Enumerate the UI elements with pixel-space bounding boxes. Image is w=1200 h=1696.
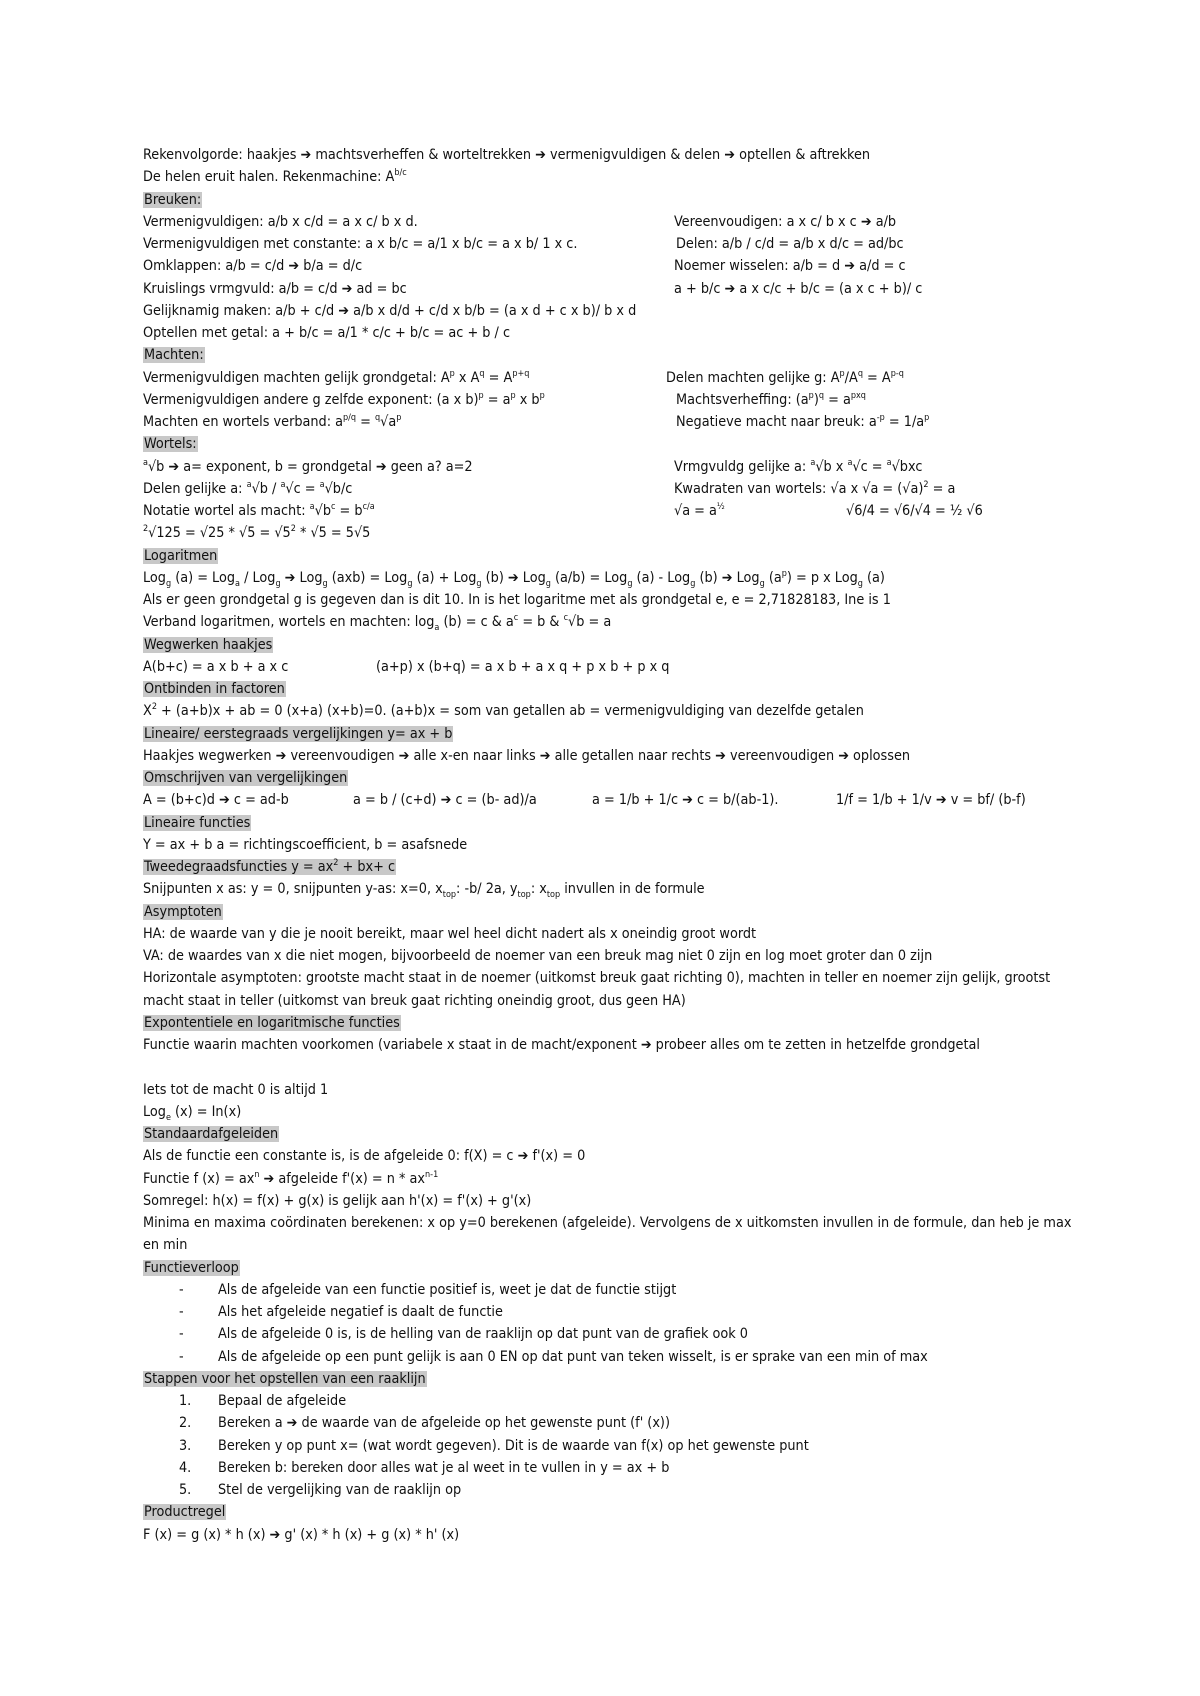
wortels-row-2: Delen gelijke a: $^a$√b / $^a$√c = $^a$√b/c Kwadraten van wortels: √a x $√a = (√a)^2 = a$ bbox=[143, 479, 956, 497]
heading-lineaire-vergelijkingen: Lineaire/ eerstegraads vergelijkingen y= ax + b bbox=[144, 725, 453, 742]
logaritmen-row-3: Verband logaritmen, wortels en machten: $\log_a (b) = c$ & $a^c = b$ & $^c$√b = a bbox=[143, 613, 612, 634]
asymptoten-row-1: HA: de waarde van y die je nooit bereikt, maar wel heel dicht nadert als x oneindig groot wordt bbox=[143, 925, 757, 942]
heading-lineaire-functies: Lineaire functies bbox=[144, 814, 251, 831]
wortels-row-1: $^a$√b ➔ a= exponent, b = grondgetal ➔ geen a? a=2 Vrmgvuldg gelijke a: $^a$√b x $^a$√c = $^a$√bxc bbox=[143, 457, 923, 475]
productregel-row-1: F (x) = g (x) * h (x) ➔ g' (x) * h (x) + g (x) * h' (x) bbox=[143, 1526, 460, 1543]
heading-machten: Machten: bbox=[144, 347, 204, 364]
heading-wortels: Wortels: bbox=[144, 436, 197, 453]
haakjes-row-1: A(b+c) = a x b + a x c (a+p) x (b+q) = a x b + a x q + p x b + p x q bbox=[143, 658, 670, 675]
wortels-row-4: $^2√125 = √25 * √5 = √5^2 * √5 = 5√5$ bbox=[143, 524, 371, 542]
asymptoten-row-2: VA: de waardes van x die niet mogen, bijvoorbeeld de noemer van een breuk mag niet 0 zijn en log moet groter dan 0 zijn bbox=[143, 948, 933, 964]
breuken-row-5: Gelijknamig maken: a/b + c/d ➔ a/b x d/d + c/d x b/b = (a x d + c x b)/ b x d bbox=[143, 302, 637, 319]
heading-stappen-raaklijn: Stappen voor het opstellen van een raaklijn bbox=[144, 1370, 426, 1387]
list-item: - Als het afgeleide negatief is daalt de functie bbox=[179, 1304, 503, 1320]
heading-wegwerken-haakjes: Wegwerken haakjes bbox=[144, 636, 273, 653]
list-item: 3. Bereken y op punt x= (wat wordt gegeven). Dit is de waarde van f(x) op het gewenste punt bbox=[179, 1437, 809, 1454]
standaard-row-2: Functie f $(x) = ax^n$ ➔ afgeleide $f'(x) = n * ax^{n-1}$ bbox=[143, 1169, 439, 1187]
exponentiele-row-2: Iets tot de macht 0 is altijd 1 bbox=[143, 1081, 329, 1098]
omschrijven-row-1: A = (b+c)d ➔ c = ad-b a = b / (c+d) ➔ c = (b- ad)/a a = 1/b + 1/c ➔ c = b/(ab-1). 1/f = 1/b + 1/v ➔ v = bf/ (b-f) bbox=[143, 792, 1026, 809]
list-item: 2. Bereken a ➔ de waarde van de afgeleide op het gewenste punt (f' (x)) bbox=[179, 1415, 670, 1432]
heading-omschrijven: Omschrijven van vergelijkingen bbox=[144, 770, 348, 786]
standaard-row-1: Als de functie een constante is, is de afgeleide 0: f(X) = c ➔ f'(x) = 0 bbox=[143, 1148, 586, 1165]
machten-row-3: Machten en wortels verband: $a^{p/q} = ^q√a^p$ Negatieve macht naar breuk: $a^{-p} = 1/a^p$ bbox=[143, 413, 930, 430]
heading-exponentiele: Expontentiele en logaritmische functies bbox=[144, 1014, 400, 1031]
exponentiele-row-1: Functie waarin machten voorkomen (variabele x staat in de macht/exponent ➔ probeer alles om te zetten in hetzelfde grondgetal bbox=[143, 1037, 980, 1053]
heading-productregel: Productregel bbox=[144, 1504, 226, 1521]
list-item: 1. Bepaal de afgeleide bbox=[179, 1393, 347, 1409]
heading-standaardafgeleiden: Standaardafgeleiden bbox=[144, 1126, 279, 1142]
tweedegraads-row-1: Snijpunten x as: y = 0, snijpunten y-as: x=0, $x_{top}$: -b/ 2a, $y_{top}$: $x_{top}$ invullen in de formule bbox=[143, 881, 705, 901]
wortels-row-3: Notatie wortel als macht: $^a√b^c = b^{c/a}$ $√a = a^{\frac{1}{2}}$ √6/4 = √6/√4 = ½ √6 bbox=[143, 502, 983, 519]
breuken-row-2: Vermenigvuldigen met constante: a x b/c = a/1 x b/c = a x b/ 1 x c. Delen: a/b / c/d = a/b x d/c = ad/bc bbox=[143, 236, 904, 252]
list-item: - Als de afgeleide van een functie positief is, weet je dat de functie stijgt bbox=[179, 1281, 677, 1298]
standaard-row-3: Somregel: h(x) = f(x) + g(x) is gelijk aan h'(x) = f'(x) + g'(x) bbox=[143, 1192, 532, 1209]
ontbinden-row-1: $X^2 + (a+b)x$ + ab = 0 (x+a) (x+b)=0. (a+b)x = som van getallen ab = vermenigvuldiging van dezelfde getalen bbox=[143, 702, 864, 720]
heading-functieverloop: Functieverloop bbox=[144, 1259, 239, 1276]
document-page bbox=[143, 144, 1072, 1546]
standaard-row-4: Minima en maxima coördinaten berekenen: x op y=0 berekenen (afgeleide). Vervolgens de x uitkomsten invullen in de formule, dan heb je max en min bbox=[143, 1215, 1072, 1254]
heading-asymptoten: Asymptoten bbox=[144, 903, 222, 920]
lineair-row-1: Haakjes wegwerken ➔ vereenvoudigen ➔ alle x-en naar links ➔ alle getallen naar rechts ➔ vereenvoudigen ➔ oplossen bbox=[143, 747, 911, 764]
logaritmen-row-2: Als er geen grondgetal g is gegeven dan is dit 10. In is het logaritme met als grondgetal e, e = 2,71828183, Ine is 1 bbox=[143, 592, 891, 608]
list-item: 5. Stel de vergelijking van de raaklijn op bbox=[179, 1482, 462, 1498]
machten-row-2: Vermenigvuldigen andere g zelfde exponent: (a x $b)^p = a^p$ x $b^p$ Machtsverheffing: $(a^p)^q = a^{pxq}$ bbox=[143, 390, 866, 408]
exponentiele-row-3: Log$_e$ (x) = In(x) bbox=[143, 1103, 242, 1123]
asymptoten-row-3: Horizontale asymptoten: grootste macht staat in de noemer (uitkomst breuk gaat richting 0), machten in teller en noemer zijn gelijk, grootst macht staat in teller (uitkomst van breuk gaat richting oneindig groot, dus geen HA) bbox=[143, 970, 1051, 1009]
linfunc-row-1: Y = ax + b a = richtingscoefficient, b = asafsnede bbox=[143, 836, 468, 853]
rekenvolgorde-line: Rekenvolgorde: haakjes ➔ machtsverheffen & worteltrekken ➔ vermenigvuldigen & delen ➔ optellen & aftrekken bbox=[143, 147, 871, 163]
heading-ontbinden: Ontbinden in factoren bbox=[144, 681, 285, 697]
rekenmachine-line: De helen eruit halen. Rekenmachine: $A^{b/c}$ bbox=[143, 168, 407, 186]
breuken-row-3: Omklappen: a/b = c/d ➔ b/a = d/c Noemer wisselen: a/b = d ➔ a/d = c bbox=[143, 258, 906, 275]
list-item: - Als de afgeleide 0 is, is de helling van de raaklijn op dat punt van de grafiek ook 0 bbox=[179, 1326, 748, 1343]
machten-row-1: Vermenigvuldigen machten gelijk grondgetal: $A^p$ x $A^q = A^{p+q}$ Delen machten gelijke g: $A^p/A^q = A^{p-q}$ bbox=[143, 368, 904, 386]
heading-logaritmen: Logaritmen bbox=[144, 547, 218, 564]
list-item: - Als de afgeleide op een punt gelijk is aan 0 EN op dat punt van teken wisselt, is er sprake van een min of max bbox=[179, 1348, 928, 1365]
breuken-row-1: Vermenigvuldigen: a/b x c/d = a x c/ b x d. Vereenvoudigen: a x c/ b x c ➔ a/b bbox=[143, 213, 897, 230]
heading-tweedegraads: Tweedegraadsfuncties $y = ax^2 + bx+ c$ bbox=[144, 858, 396, 875]
breuken-row-4: Kruislings vrmgvuld: a/b = c/d ➔ ad = bc a + b/c ➔ a x c/c + b/c = (a x c + b)/ c bbox=[143, 280, 923, 297]
list-item: 4. Bereken b: bereken door alles wat je al weet in te vullen in y = ax + b bbox=[179, 1459, 670, 1476]
logaritmen-row-1: Log$_g$ (a) = Log$_a$ / Log$_g$ ➔ Log$_g$ (axb) = Log$_g$ (a) + Log$_g$ (b) ➔ Log$_g$ (a/b) = Log$_g$ (a) - Log$_g$ (b) ➔ Log$_g$ $(a^p) = p$ x Log$_g$ (a) bbox=[143, 568, 885, 589]
heading-breuken: Breuken: bbox=[144, 191, 202, 208]
breuken-row-6: Optellen met getal: a + b/c = a/1 * c/c + b/c = ac + b / c bbox=[143, 325, 511, 341]
